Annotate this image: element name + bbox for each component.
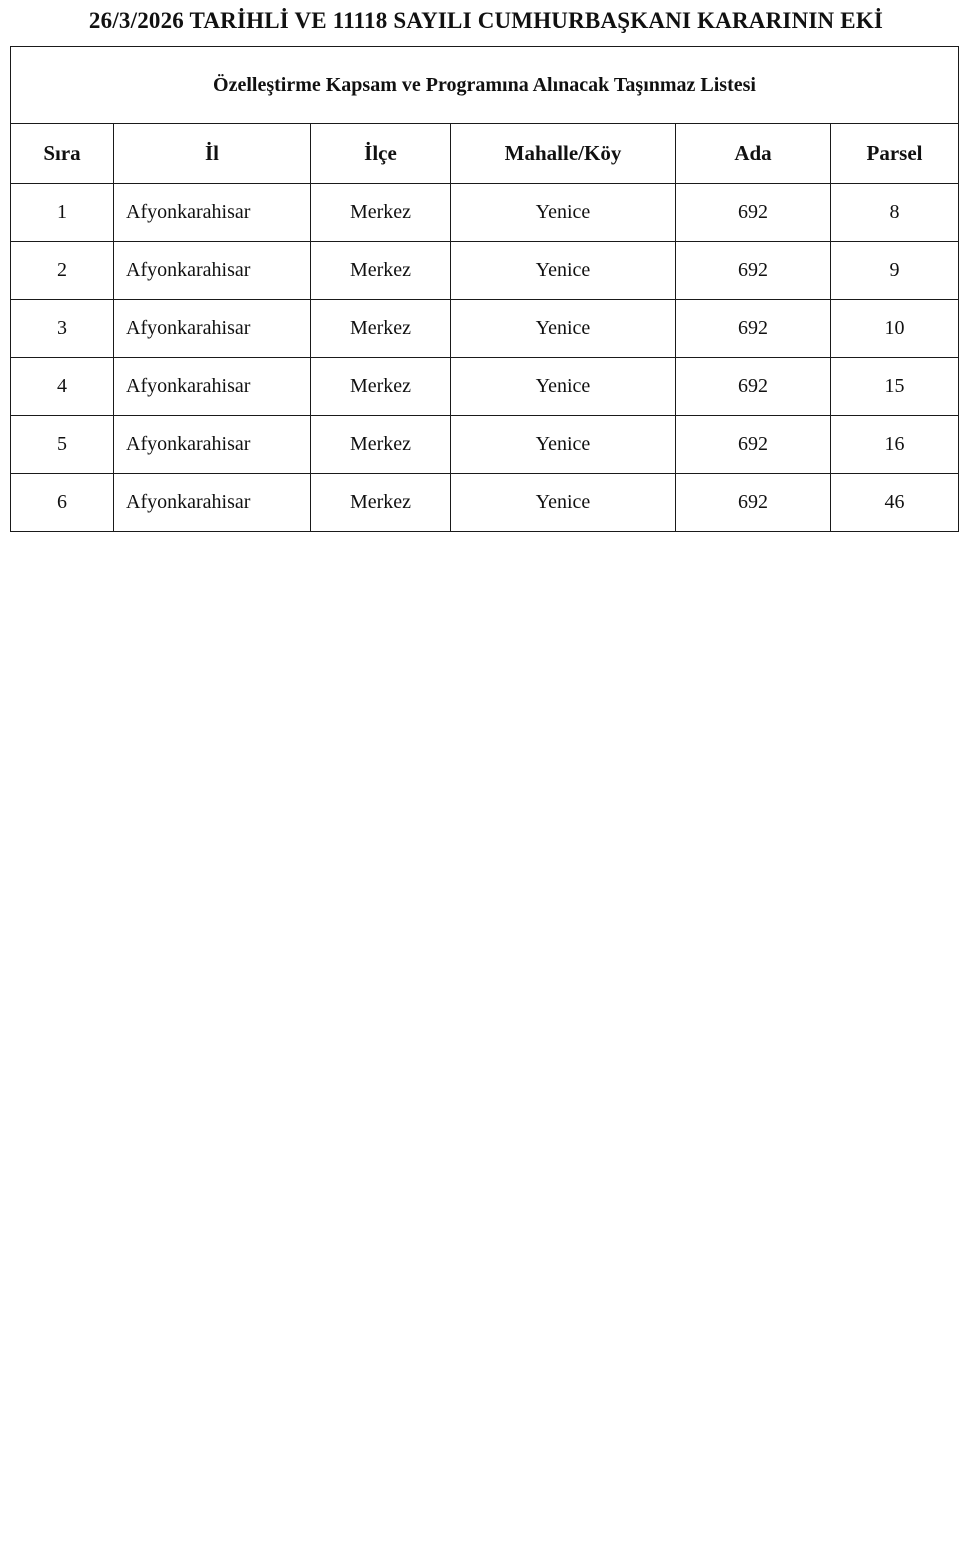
cell-ilce: Merkez (311, 474, 451, 532)
cell-mahalle: Yenice (451, 184, 676, 242)
cell-sira: 3 (11, 300, 114, 358)
cell-ilce: Merkez (311, 416, 451, 474)
cell-il: Afyonkarahisar (114, 242, 311, 300)
cell-sira: 4 (11, 358, 114, 416)
cell-parsel: 8 (831, 184, 959, 242)
cell-mahalle: Yenice (451, 474, 676, 532)
cell-ilce: Merkez (311, 358, 451, 416)
cell-parsel: 9 (831, 242, 959, 300)
cell-parsel: 10 (831, 300, 959, 358)
table-caption: Özelleştirme Kapsam ve Programına Alınacak Taşınmaz Listesi (11, 47, 959, 124)
cell-parsel: 16 (831, 416, 959, 474)
cell-mahalle: Yenice (451, 242, 676, 300)
document-title: 26/3/2026 TARİHLİ VE 11118 SAYILI CUMHURBAŞKANI KARARININ EKİ (88, 8, 884, 33)
table-row (11, 184, 959, 242)
table-row (11, 300, 959, 358)
header-mahalle: Mahalle/Köy (451, 124, 676, 184)
header-parsel: Parsel (831, 124, 959, 184)
cell-sira: 2 (11, 242, 114, 300)
table-row (11, 474, 959, 532)
cell-mahalle: Yenice (451, 358, 676, 416)
table-row (11, 242, 959, 300)
table-header-row (11, 124, 959, 184)
property-list-table (10, 46, 959, 532)
cell-ilce: Merkez (311, 184, 451, 242)
cell-il: Afyonkarahisar (114, 184, 311, 242)
cell-il: Afyonkarahisar (114, 416, 311, 474)
header-ada: Ada (676, 124, 831, 184)
cell-parsel: 15 (831, 358, 959, 416)
cell-mahalle: Yenice (451, 300, 676, 358)
cell-ilce: Merkez (311, 242, 451, 300)
cell-sira: 5 (11, 416, 114, 474)
cell-il: Afyonkarahisar (114, 474, 311, 532)
cell-il: Afyonkarahisar (114, 300, 311, 358)
cell-ada: 692 (676, 242, 831, 300)
cell-parsel: 46 (831, 474, 959, 532)
cell-ada: 692 (676, 184, 831, 242)
header-il: İl (114, 124, 311, 184)
table-row (11, 358, 959, 416)
table-row (11, 416, 959, 474)
cell-ilce: Merkez (311, 300, 451, 358)
cell-il: Afyonkarahisar (114, 358, 311, 416)
table-caption-row (11, 47, 959, 124)
cell-ada: 692 (676, 358, 831, 416)
cell-sira: 1 (11, 184, 114, 242)
cell-mahalle: Yenice (451, 416, 676, 474)
cell-ada: 692 (676, 474, 831, 532)
cell-sira: 6 (11, 474, 114, 532)
header-sira: Sıra (11, 124, 114, 184)
cell-ada: 692 (676, 300, 831, 358)
header-ilce: İlçe (311, 124, 451, 184)
cell-ada: 692 (676, 416, 831, 474)
